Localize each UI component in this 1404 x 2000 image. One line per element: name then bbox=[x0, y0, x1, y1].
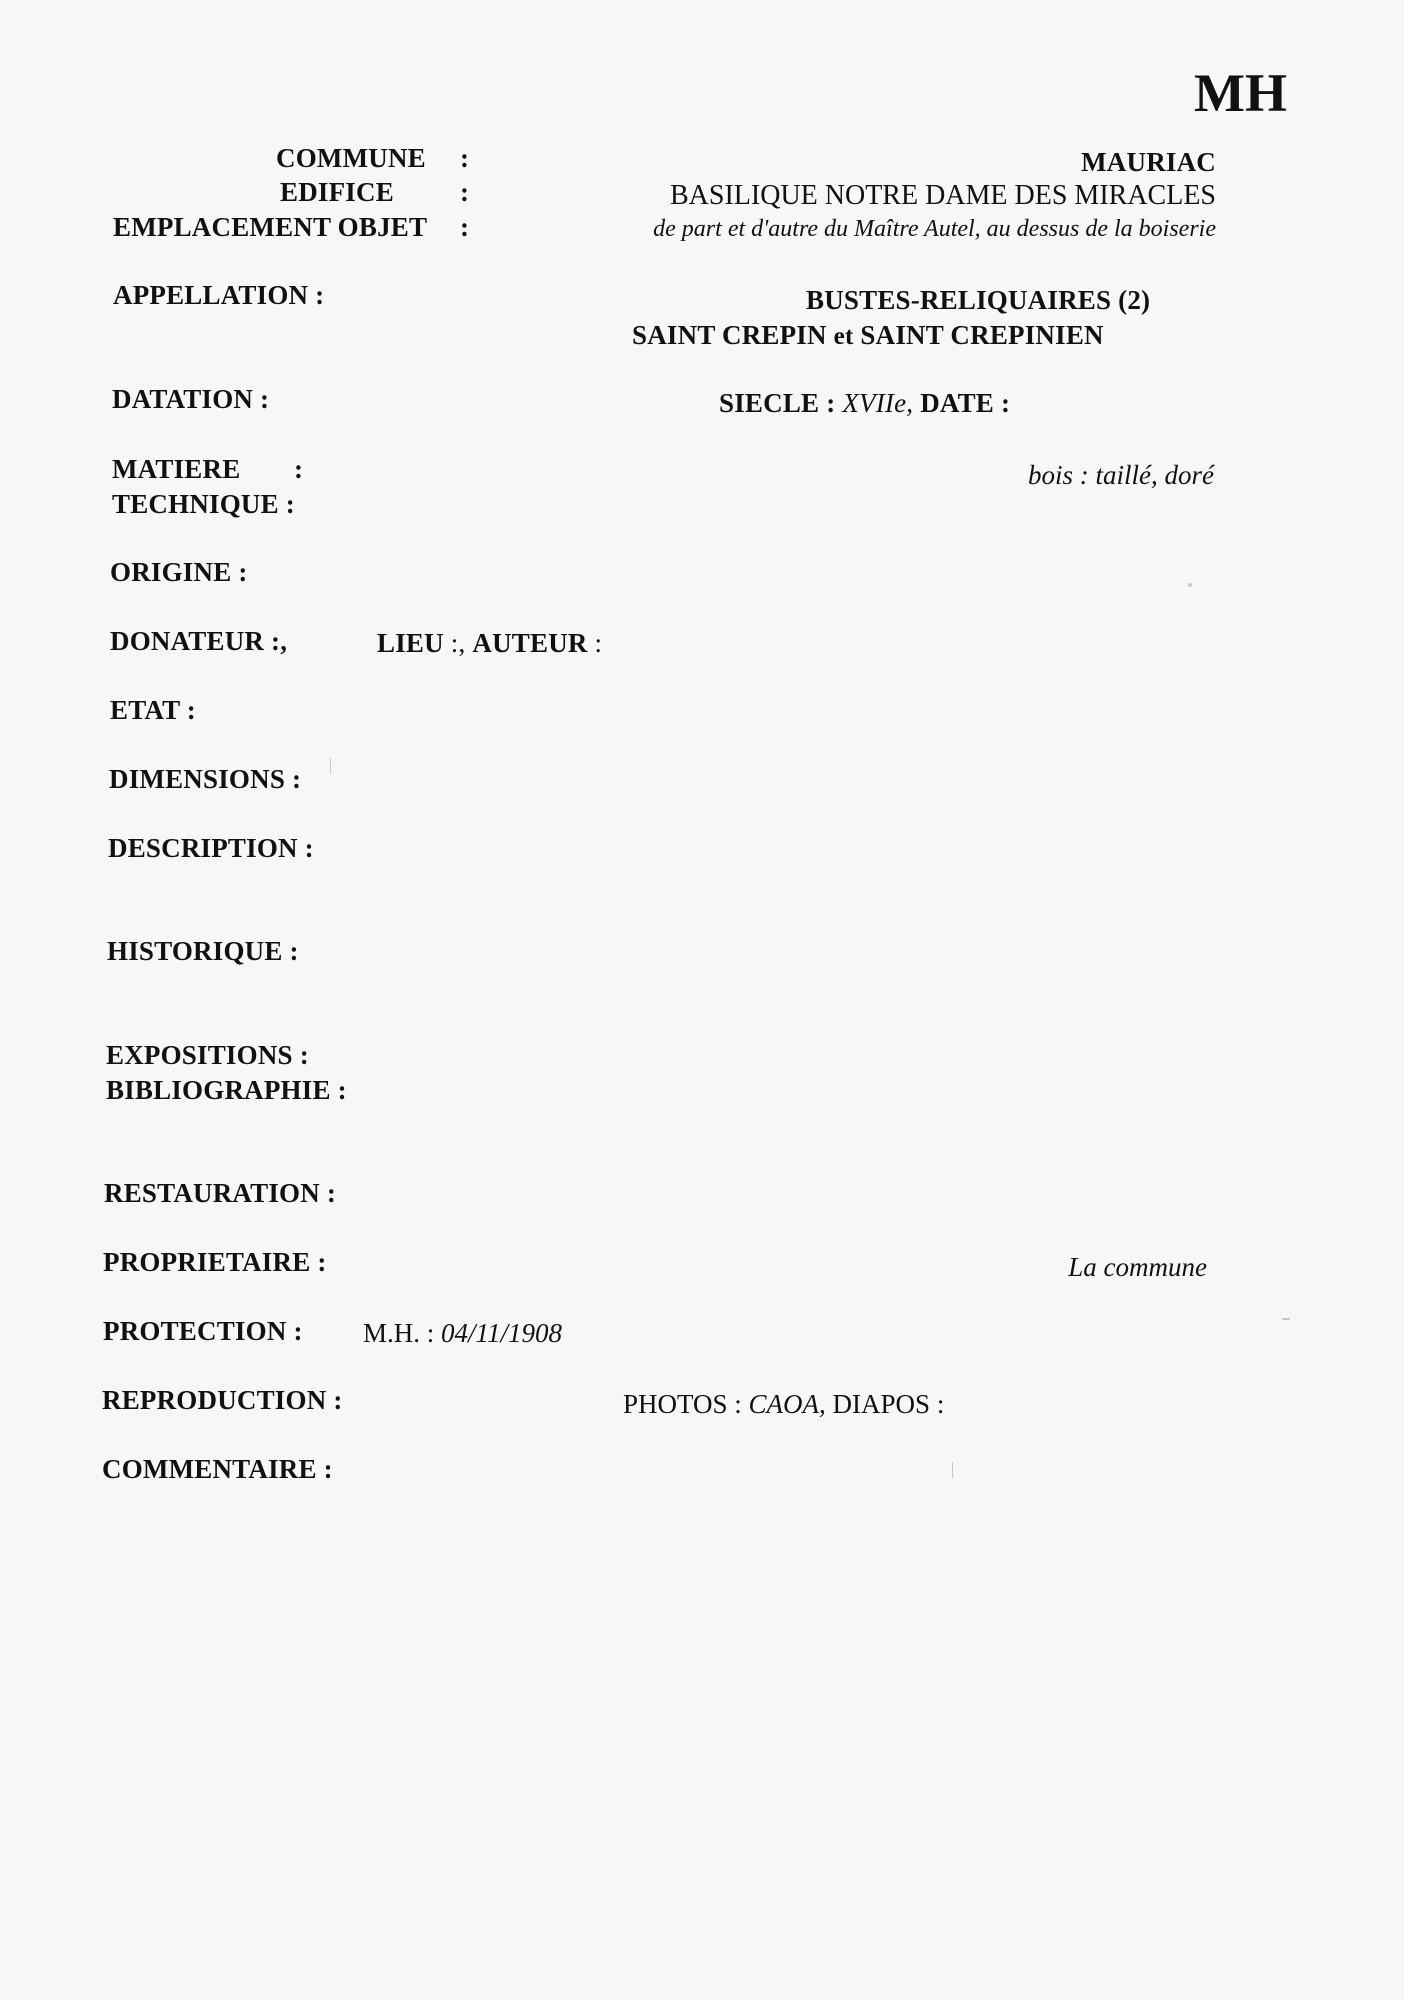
datation-value: SIECLE : XVIIe, DATE : bbox=[719, 388, 1011, 418]
appellation-line1: BUSTES-RELIQUAIRES (2) bbox=[806, 285, 1151, 315]
commune-value: MAURIAC bbox=[1081, 147, 1216, 177]
historique-label: HISTORIQUE : bbox=[107, 936, 299, 966]
commune-label: COMMUNE bbox=[276, 143, 426, 173]
mh-header: MH bbox=[1194, 63, 1287, 123]
matiere-value: bois : taillé, doré bbox=[1028, 460, 1214, 490]
etat-label: ETAT : bbox=[110, 695, 196, 725]
protection-label: PROTECTION : bbox=[103, 1316, 303, 1346]
description-label: DESCRIPTION : bbox=[108, 833, 314, 863]
proprietaire-value: La commune bbox=[1068, 1252, 1207, 1282]
bibliographie-label: BIBLIOGRAPHIE : bbox=[106, 1075, 347, 1105]
scan-speck bbox=[1282, 1318, 1290, 1320]
edifice-value: BASILIQUE NOTRE DAME DES MIRACLES bbox=[670, 180, 1216, 211]
scan-speck bbox=[952, 1462, 953, 1478]
matiere-colon: : bbox=[294, 454, 304, 484]
origine-label: ORIGINE : bbox=[110, 557, 248, 587]
proprietaire-label: PROPRIETAIRE : bbox=[103, 1247, 327, 1277]
protection-value: M.H. : 04/11/1908 bbox=[363, 1318, 563, 1348]
emplacement-colon: : bbox=[460, 212, 470, 242]
appellation-line2: SAINT CREPIN et SAINT CREPINIEN bbox=[632, 320, 1104, 350]
commune-colon: : bbox=[460, 143, 470, 173]
reproduction-value: PHOTOS : CAOA, DIAPOS : bbox=[623, 1389, 945, 1419]
emplacement-value: de part et d'autre du Maître Autel, au dessus de la boiserie bbox=[653, 216, 1216, 242]
emplacement-label: EMPLACEMENT OBJET bbox=[113, 212, 428, 242]
edifice-colon: : bbox=[460, 177, 470, 207]
matiere-label: MATIERE bbox=[112, 454, 241, 484]
scan-speck bbox=[330, 758, 331, 774]
scan-speck bbox=[1188, 583, 1192, 587]
reproduction-label: REPRODUCTION : bbox=[102, 1385, 343, 1415]
technique-label: TECHNIQUE : bbox=[112, 489, 295, 519]
edifice-label: EDIFICE bbox=[280, 177, 394, 207]
lieu-auteur-line: LIEU :, AUTEUR : bbox=[377, 628, 603, 658]
datation-label: DATATION : bbox=[112, 384, 270, 414]
appellation-label: APPELLATION : bbox=[113, 280, 325, 310]
donateur-label: DONATEUR :, bbox=[110, 626, 288, 656]
commentaire-label: COMMENTAIRE : bbox=[102, 1454, 333, 1484]
dimensions-label: DIMENSIONS : bbox=[109, 764, 302, 794]
restauration-label: RESTAURATION : bbox=[104, 1178, 337, 1208]
expositions-label: EXPOSITIONS : bbox=[106, 1040, 309, 1070]
